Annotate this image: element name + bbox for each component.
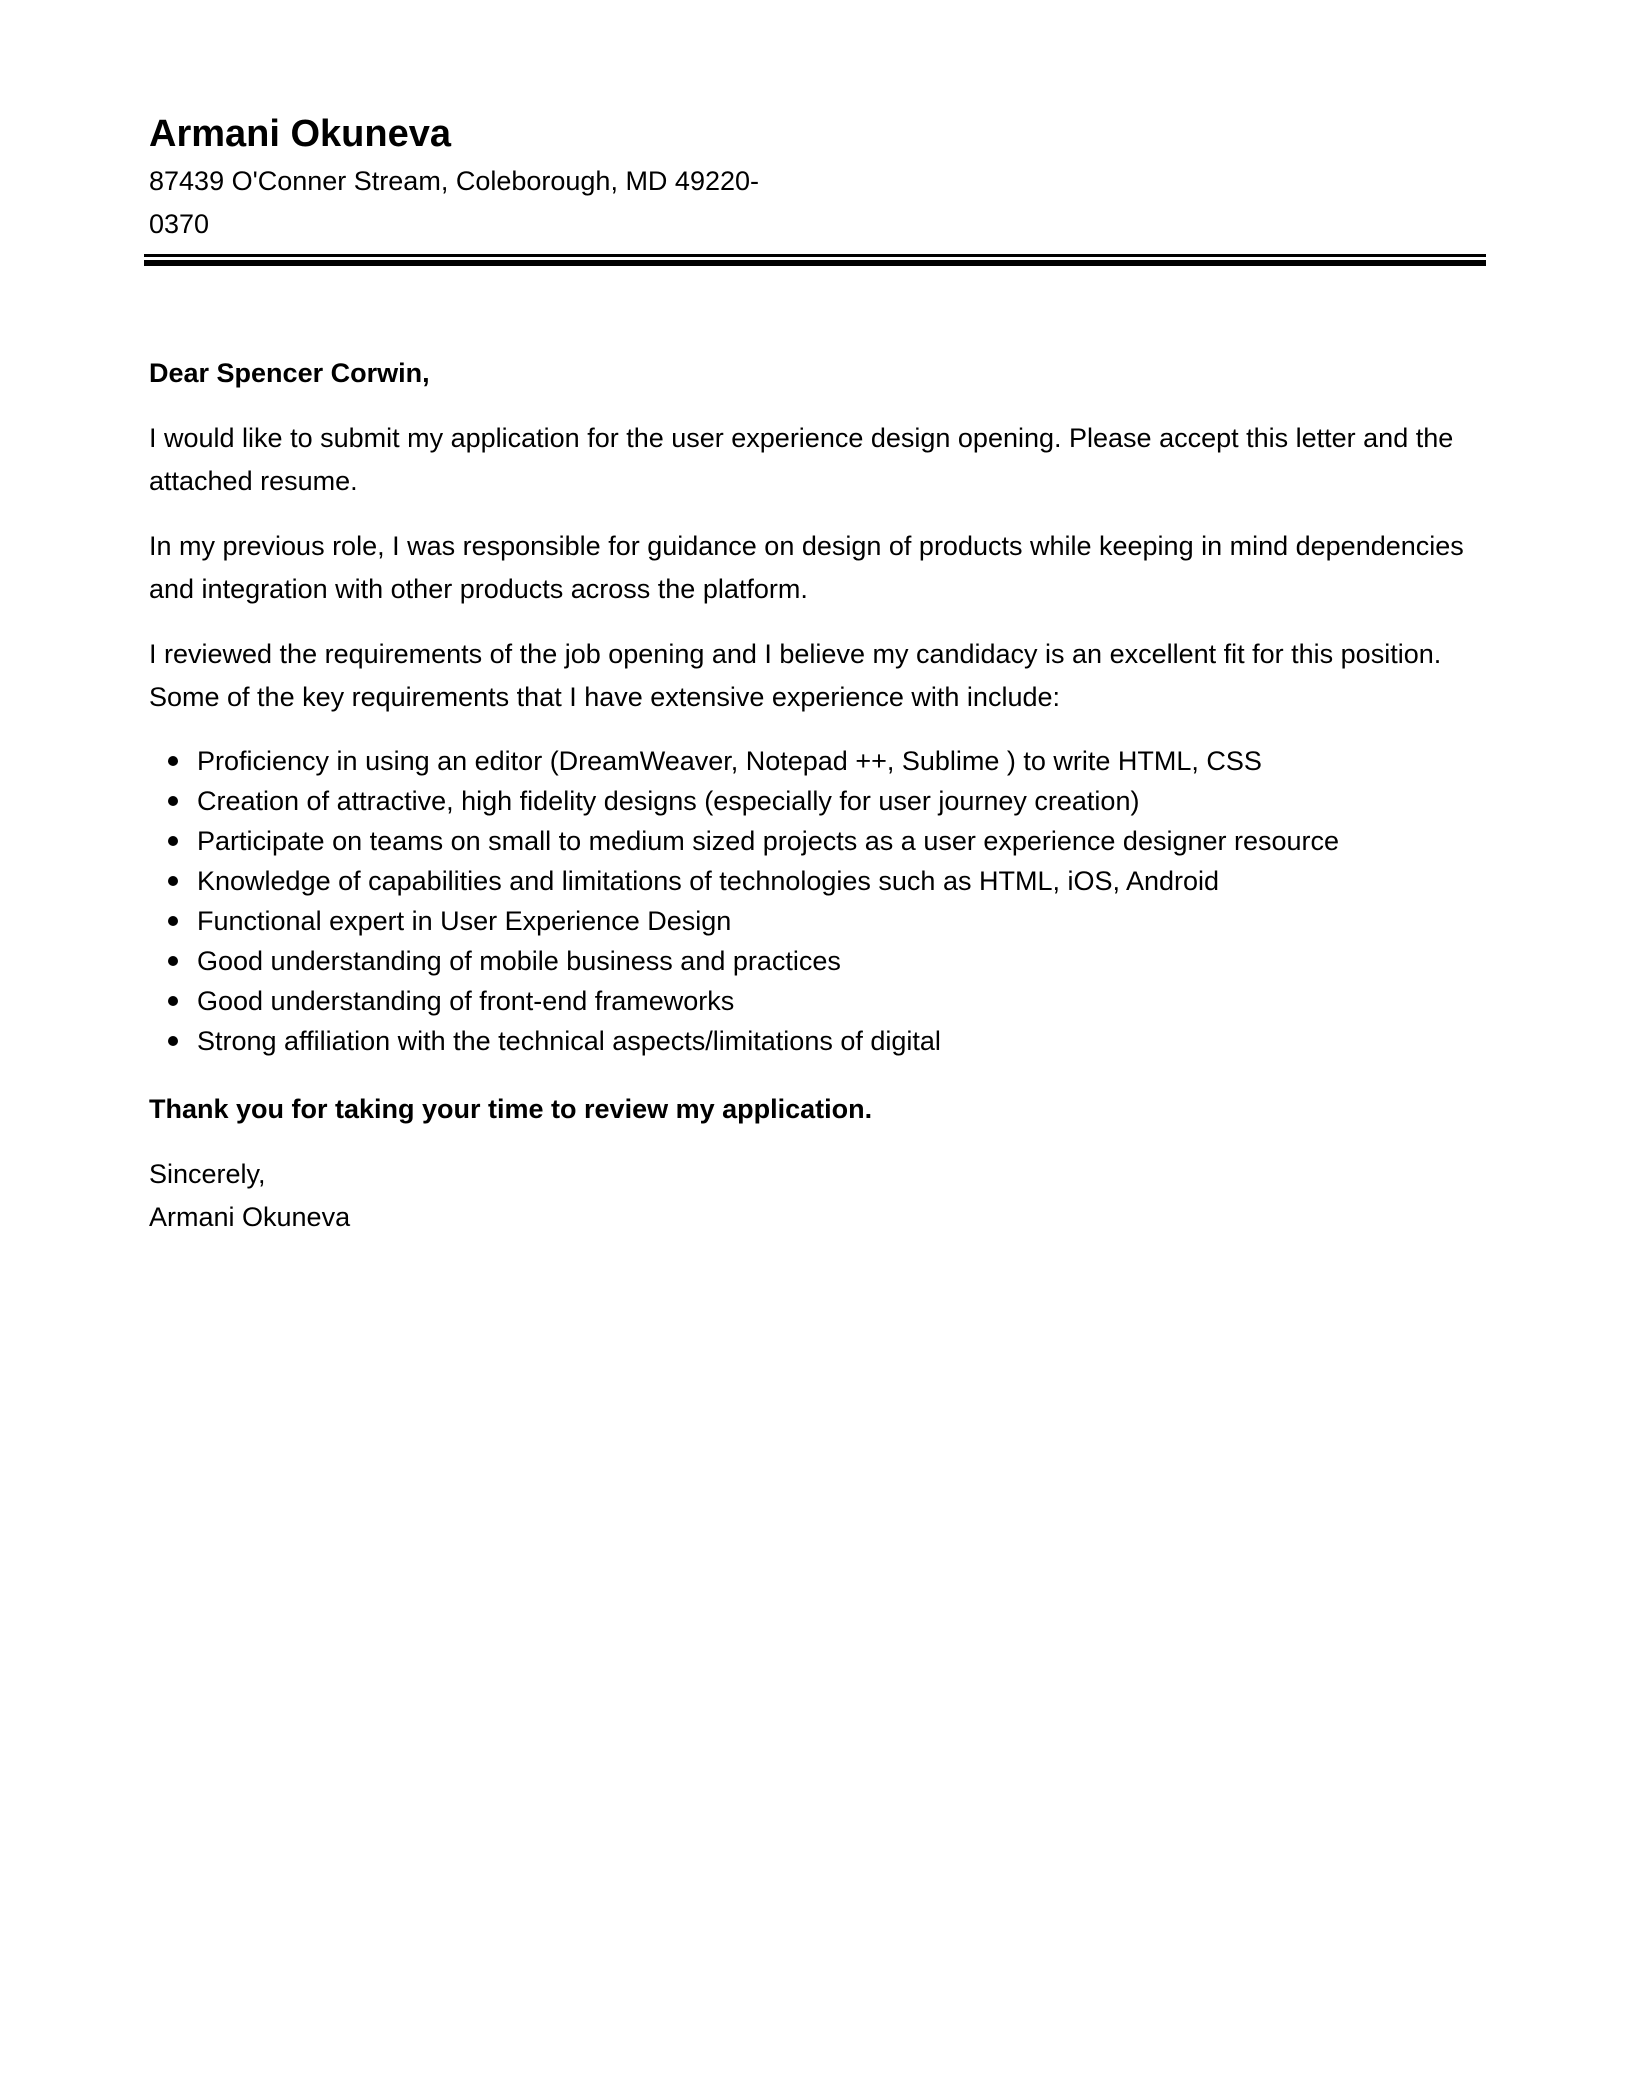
list-item-text: Good understanding of front-end frameworks (197, 986, 735, 1016)
requirements-list (149, 741, 1489, 1061)
list-item (149, 821, 1489, 861)
bullet-icon (168, 996, 178, 1006)
letter-body (149, 352, 1489, 1239)
paragraph-requirements: I reviewed the requirements of the job opening and I believe my candidacy is an excellent fit for this position. Some of the key requirements that I have extensive experience with include: (149, 639, 1442, 712)
bullet-icon (168, 956, 178, 966)
list-item-text: Proficiency in using an editor (DreamWeaver, Notepad ++, Sublime ) to write HTML, CSS (197, 746, 1262, 776)
letter-header (149, 108, 1489, 246)
bullet-icon (168, 836, 178, 846)
list-item-text: Strong affiliation with the technical aspects/limitations of digital (197, 1026, 941, 1056)
signature-name: Armani Okuneva (149, 1202, 351, 1232)
list-item (149, 941, 1489, 981)
bullet-icon (168, 1036, 178, 1046)
list-item (149, 901, 1489, 941)
list-item-text: Creation of attractive, high fidelity designs (especially for user journey creation) (197, 786, 1140, 816)
closing-line: Thank you for taking your time to review my application. (149, 1094, 873, 1124)
salutation: Dear Spencer Corwin, (149, 358, 430, 388)
paragraph-previous-role: In my previous role, I was responsible for guidance on design of products while keeping in mind dependencies and integration with other products across the platform. (149, 531, 1464, 604)
header-divider-thin (144, 254, 1486, 257)
bullet-icon (168, 756, 178, 766)
list-item (149, 741, 1489, 781)
list-item-text: Participate on teams on small to medium sized projects as a user experience designer resource (197, 826, 1340, 856)
list-item (149, 781, 1489, 821)
header-divider-thick (144, 260, 1486, 266)
list-item (149, 861, 1489, 901)
list-item-text: Knowledge of capabilities and limitations of technologies such as HTML, iOS, Android (197, 866, 1220, 896)
list-item (149, 981, 1489, 1021)
list-item (149, 1021, 1489, 1061)
list-item-text: Good understanding of mobile business and practices (197, 946, 841, 976)
sender-address: 87439 O'Conner Stream, Coleborough, MD 49220-0370 (149, 166, 760, 239)
paragraph-intro: I would like to submit my application for the user experience design opening. Please accept this letter and the attached resume. (149, 423, 1454, 496)
bullet-icon (168, 796, 178, 806)
sender-name: Armani Okuneva (149, 113, 451, 155)
bullet-icon (168, 876, 178, 886)
signoff: Sincerely, (149, 1159, 266, 1189)
list-item-text: Functional expert in User Experience Design (197, 906, 732, 936)
bullet-icon (168, 916, 178, 926)
